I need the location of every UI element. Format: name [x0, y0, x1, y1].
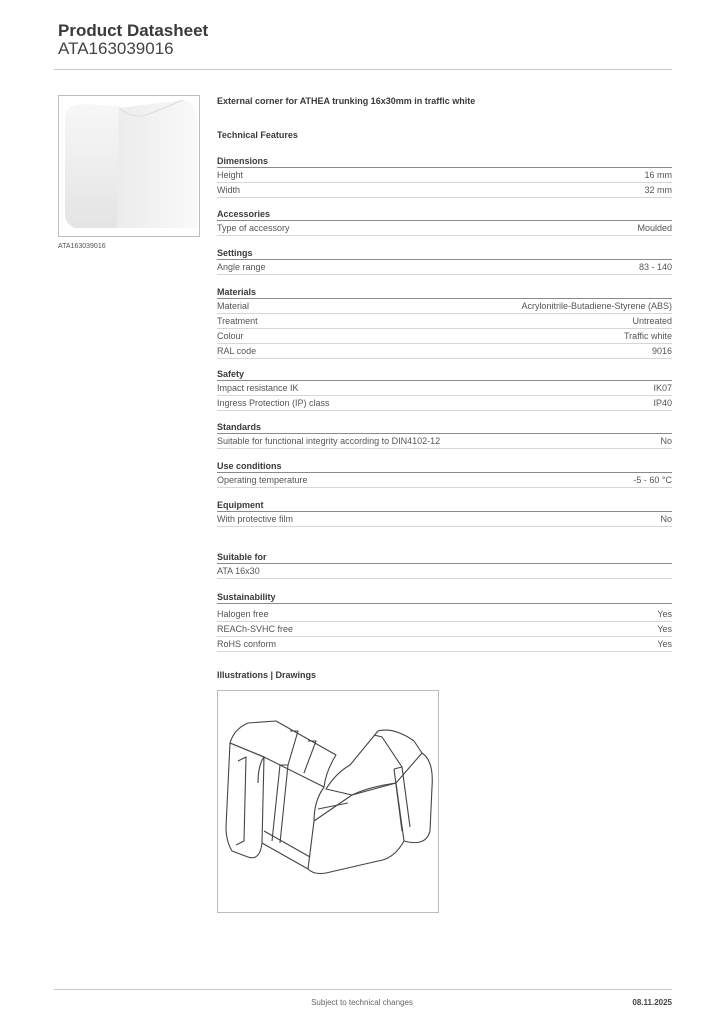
table-row: [217, 221, 672, 236]
row-label: RoHS conform: [217, 639, 277, 649]
row-label: Width: [217, 185, 241, 195]
table-row: [217, 473, 672, 488]
row-label: RAL code: [217, 346, 257, 356]
section-title: Settings: [217, 247, 672, 260]
section-title: Suitable for: [217, 551, 672, 564]
row-value: Yes: [657, 609, 672, 619]
row-label: Treatment: [217, 316, 258, 326]
product-description: External corner for ATHEA trunking 16x30mm in traffic white: [217, 96, 476, 106]
footer-divider: [54, 989, 672, 990]
section-title: Safety: [217, 368, 672, 381]
row-label: Material: [217, 301, 250, 311]
row-label: Halogen free: [217, 609, 269, 619]
table-row: [217, 329, 672, 344]
section-standards: [217, 421, 672, 449]
row-value: Untreated: [632, 316, 672, 326]
section-title: Materials: [217, 286, 672, 299]
row-label: Suitable for functional integrity according to DIN4102-12: [217, 436, 441, 446]
technical-drawing: [217, 690, 439, 913]
table-row: [217, 637, 672, 652]
row-value: Moulded: [637, 223, 672, 233]
section-suitable-for: [217, 551, 672, 579]
table-row: [217, 622, 672, 637]
row-label: ATA 16x30: [217, 566, 260, 576]
row-label: Colour: [217, 331, 244, 341]
table-row: [217, 564, 672, 579]
row-label: Height: [217, 170, 244, 180]
table-row: [217, 183, 672, 198]
table-row: [217, 344, 672, 359]
row-value: Yes: [657, 639, 672, 649]
page-title: Product Datasheet: [58, 21, 209, 40]
row-label: Ingress Protection (IP) class: [217, 398, 330, 408]
section-use-conditions: [217, 460, 672, 488]
section-title: Standards: [217, 421, 672, 434]
row-value: IK07: [653, 383, 672, 393]
row-label: REACh-SVHC free: [217, 624, 294, 634]
table-row: [217, 299, 672, 314]
row-value: -5 - 60 °C: [633, 475, 672, 485]
row-value: Traffic white: [623, 331, 672, 341]
row-label: Angle range: [217, 262, 266, 272]
row-label: Impact resistance IK: [217, 383, 299, 393]
row-value: Acrylonitrile-Butadiene-Styrene (ABS): [521, 301, 672, 311]
row-label: With protective film: [217, 514, 294, 524]
product-photo: [58, 95, 200, 237]
section-safety: [217, 368, 672, 411]
section-settings: [217, 247, 672, 275]
row-value: No: [660, 436, 672, 446]
row-value: No: [660, 514, 672, 524]
table-row: [217, 314, 672, 329]
product-photo-image: [59, 96, 199, 236]
header-divider: [54, 69, 672, 70]
footer-note: Subject to technical changes: [311, 998, 413, 1007]
table-row: [217, 396, 672, 411]
table-row: [217, 512, 672, 527]
section-title: Dimensions: [217, 155, 672, 168]
section-title: Use conditions: [217, 460, 672, 473]
row-label: Operating temperature: [217, 475, 308, 485]
product-code: ATA163039016: [58, 39, 174, 58]
photo-caption: ATA163039016: [58, 243, 106, 250]
table-row: [217, 168, 672, 183]
row-value: 83 - 140: [638, 262, 672, 272]
row-value: 16 mm: [644, 170, 672, 180]
corner-drawing: [218, 691, 438, 912]
section-title: Equipment: [217, 499, 672, 512]
section-equipment: [217, 499, 672, 527]
section-dimensions: [217, 155, 672, 198]
technical-features-heading: Technical Features: [217, 130, 298, 140]
row-value: 9016: [651, 346, 672, 356]
section-accessories: [217, 208, 672, 236]
section-title: Sustainability: [217, 591, 672, 604]
section-materials: [217, 286, 672, 359]
row-value: IP40: [653, 398, 672, 408]
illustrations-heading: Illustrations | Drawings: [217, 670, 317, 680]
section-sustainability: [217, 591, 672, 652]
table-row: [217, 381, 672, 396]
row-value: Yes: [657, 624, 672, 634]
table-row: [217, 260, 672, 275]
section-title: Accessories: [217, 208, 672, 221]
row-value: 32 mm: [644, 185, 672, 195]
footer-date: 08.11.2025: [632, 998, 672, 1007]
table-row: [217, 607, 672, 622]
table-row: [217, 434, 672, 449]
row-label: Type of accessory: [217, 223, 290, 233]
